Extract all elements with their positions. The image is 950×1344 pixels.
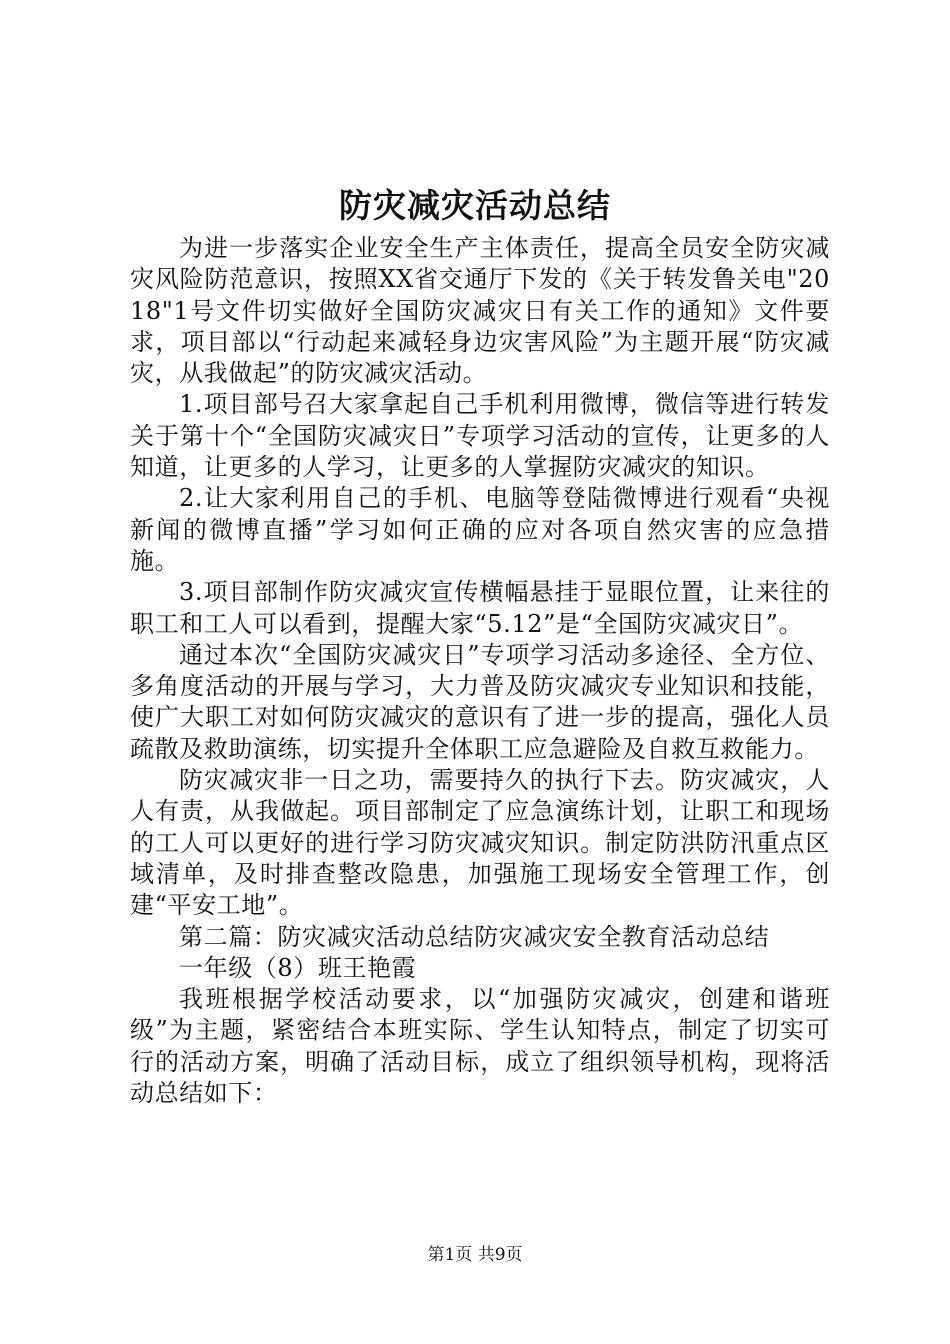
paragraph-class-intro: 我班根据学校活动要求，以“加强防灾减灾，创建和谐班级”为主题，紧密结合本班实际、学生认知特点，制定了切实可行的活动方案，明确了活动目标，成立了组织领导机构，现将活动总结如下： (130, 985, 830, 1108)
document-title: 防灾减灾活动总结 (339, 186, 611, 225)
paragraph-effect: 通过本次“全国防灾减灾日”专项学习活动多途径、全方位、多角度活动的开展与学习，大力普及防灾减灾专业知识和技能，使广大职工对如何防灾减灾的意识有了进一步的提高，强化人员疏散及救助演练，切实提升全体职工应急避险及自救互救能力。 (130, 640, 830, 763)
paragraph-intro: 为进一步落实企业安全生产主体责任，提高全员安全防灾减灾风险防范意识，按照XX省交通厅下发的《关于转发鲁关电"2018"1号文件切实做好全国防灾减灾日有关工作的通知》文件要求，项目部以“行动起来减轻身边灾害风险”为主题开展“防灾减灾，从我做起”的防灾减灾活动。 (130, 234, 830, 388)
page-number: 第1页 共9页 (427, 1245, 523, 1265)
paragraph-item-3: 3.项目部制作防灾减灾宣传横幅悬挂于显眼位置，让来往的职工和工人可以看到，提醒大家“5.12”是“全国防灾减灾日”。 (130, 578, 830, 638)
paragraph-conclusion: 防灾减灾非一日之功，需要持久的执行下去。防灾减灾，人人有责，从我做起。项目部制定了应急演练计划，让职工和现场的工人可以更好的进行学习防灾减灾知识。制定防洪防汛重点区域清单，及时排查整改隐患，加强施工现场安全管理工作，创建“平安工地”。 (130, 766, 830, 920)
section-heading: 第二篇：防灾减灾活动总结防灾减灾安全教育活动总结 (179, 922, 770, 951)
paragraph-item-2: 2.让大家利用自己的手机、电脑等登陆微博进行观看“央视新闻的微博直播”学习如何正确的应对各项自然灾害的应急措施。 (130, 484, 830, 575)
paragraph-item-1: 1.项目部号召大家拿起自己手机利用微博，微信等进行转发关于第十个“全国防灾减灾日”专项学习活动的宣传，让更多的人知道，让更多的人学习，让更多的人掌握防灾减灾的知识。 (130, 390, 830, 482)
author-line: 一年级（8）班王艳霞 (179, 953, 417, 982)
document-body (130, 233, 830, 1109)
